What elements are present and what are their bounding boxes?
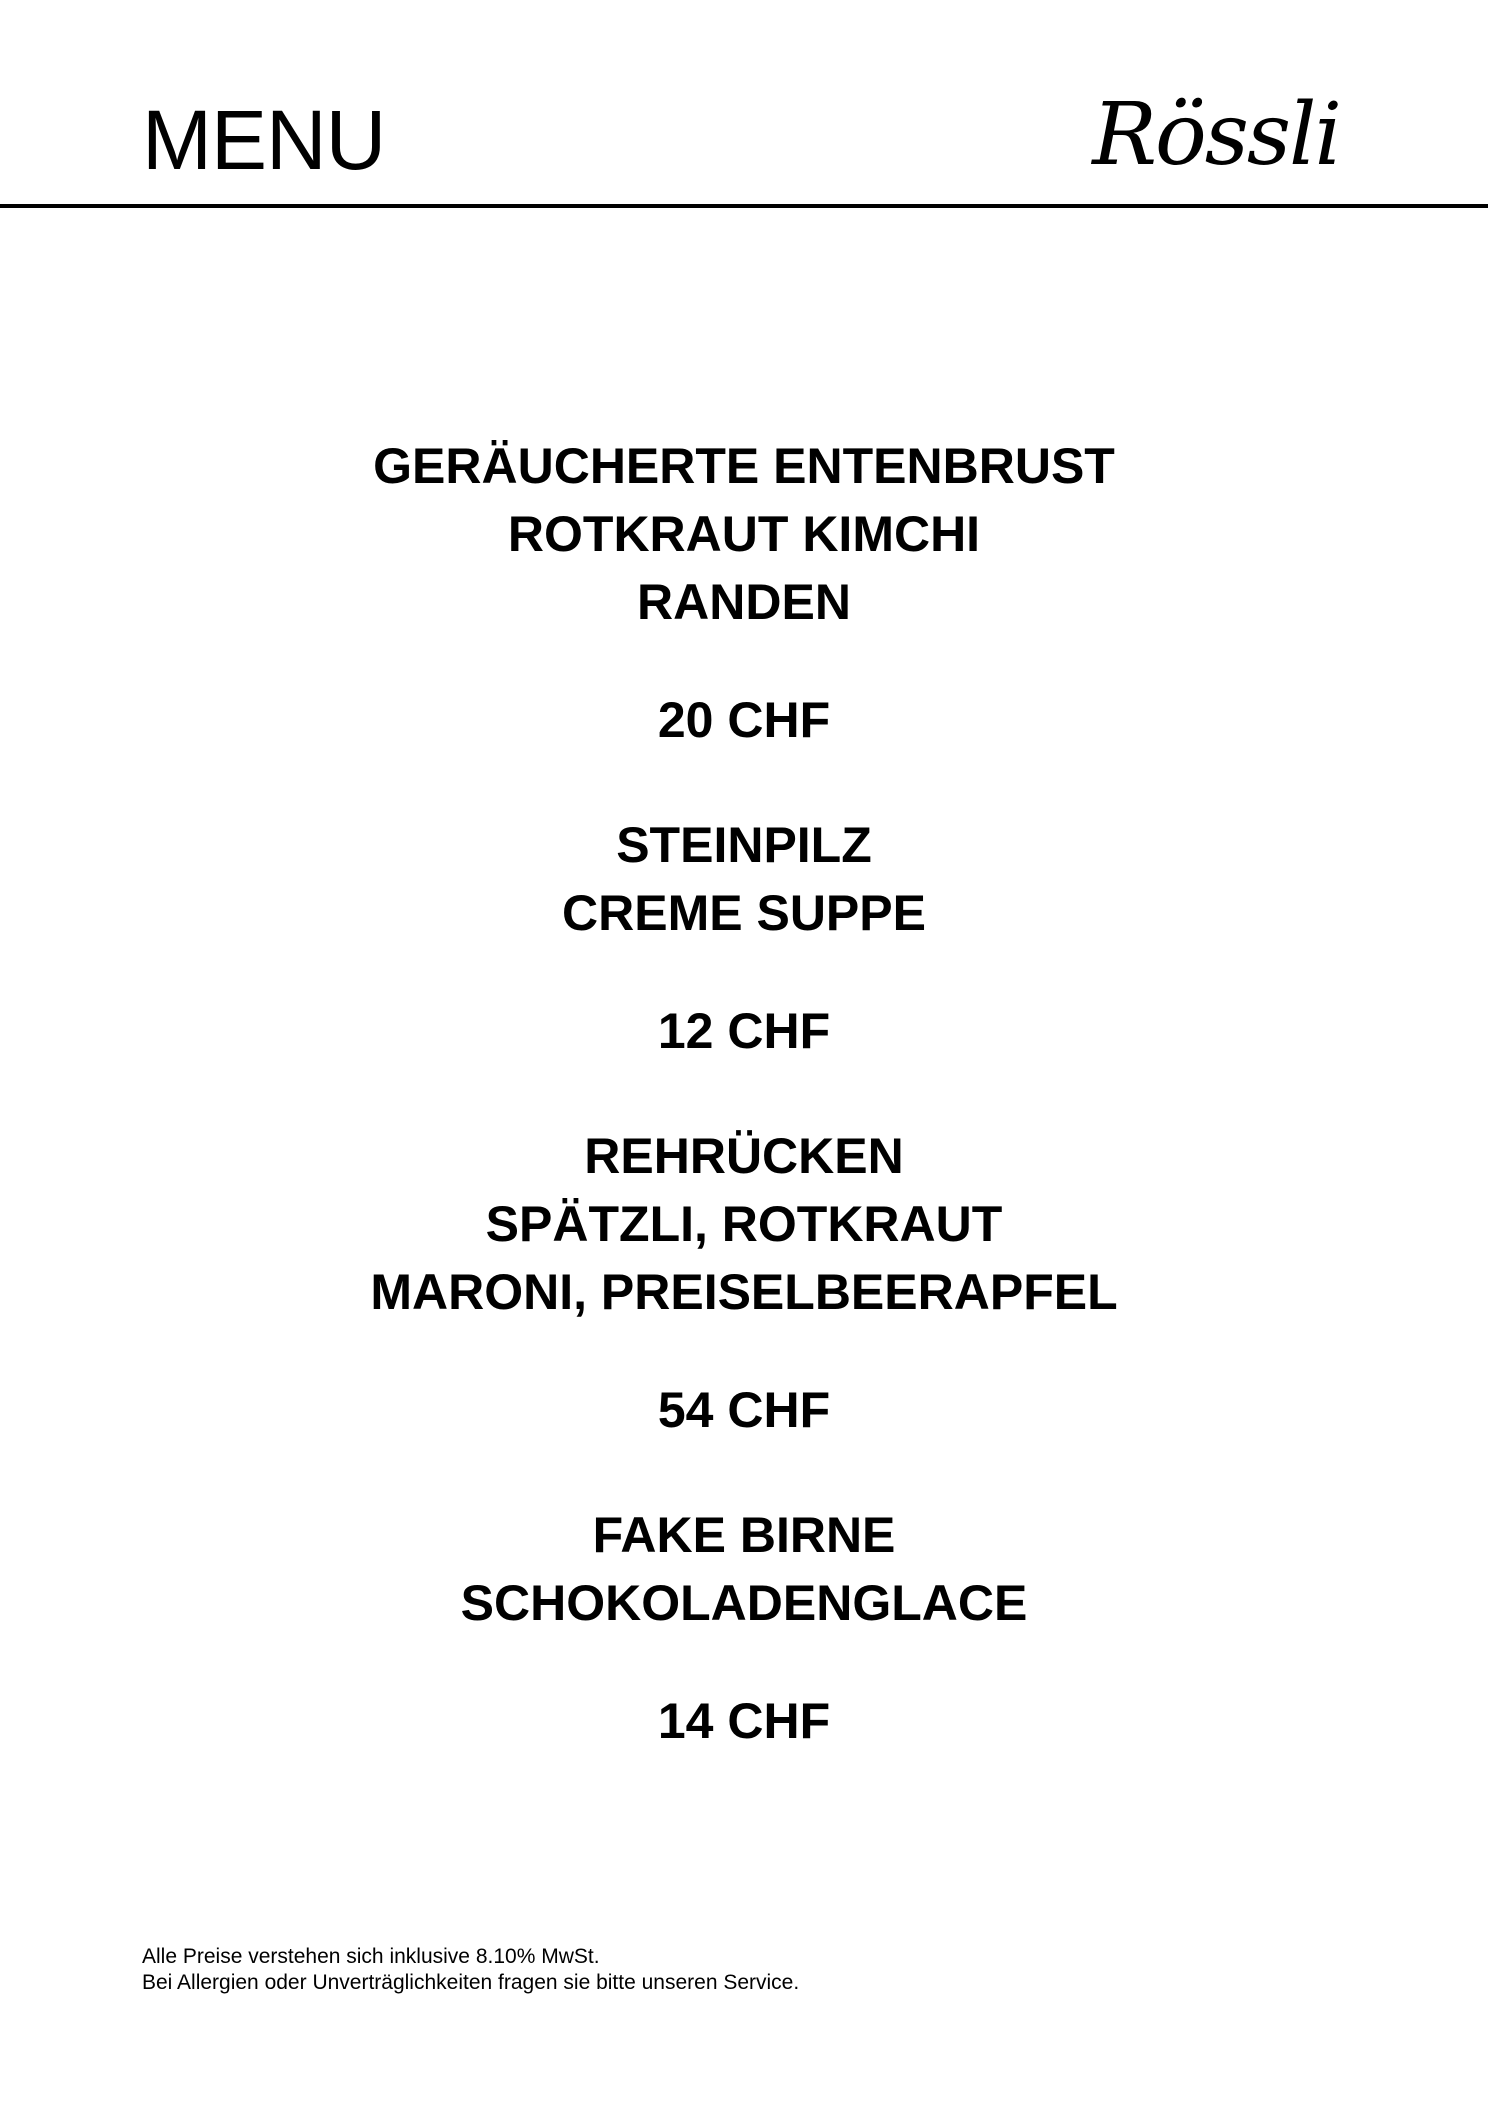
page-header <box>0 0 1488 210</box>
page-footer <box>142 1944 1342 1996</box>
page-title: MENU <box>142 93 386 187</box>
course-line: SPÄTZLI, ROTKRAUT <box>485 1196 1003 1252</box>
allergy-note: Bei Allergien oder Unverträglichkeiten fragen sie bitte unseren Service. <box>142 1971 800 1994</box>
course-description <box>0 1122 1488 1326</box>
vat-note: Alle Preise verstehen sich inklusive 8.10% MwSt. <box>142 1945 600 1968</box>
menu-course-4 <box>0 1501 1488 1755</box>
menu-course-3 <box>0 1122 1488 1444</box>
course-line: REHRÜCKEN <box>584 1128 904 1184</box>
course-description <box>0 432 1488 636</box>
course-line: SCHOKOLADENGLACE <box>460 1575 1028 1631</box>
course-price: 20 CHF <box>657 692 831 748</box>
course-line: MARONI, PREISELBEERAPFEL <box>370 1264 1118 1320</box>
course-line: RANDEN <box>637 574 851 630</box>
menu-course-1 <box>0 432 1488 754</box>
course-description <box>0 811 1488 947</box>
course-price: 14 CHF <box>657 1693 831 1749</box>
menu-course-2 <box>0 811 1488 1065</box>
course-description <box>0 1501 1488 1637</box>
menu-list <box>0 432 1488 1812</box>
course-line: STEINPILZ <box>616 817 872 873</box>
course-line: ROTKRAUT KIMCHI <box>507 506 981 562</box>
course-line: GERÄUCHERTE ENTENBRUST <box>373 438 1115 494</box>
header-divider <box>0 204 1488 208</box>
course-price: 12 CHF <box>657 1003 831 1059</box>
course-price: 54 CHF <box>657 1382 831 1438</box>
course-line: CREME SUPPE <box>562 885 926 941</box>
brand-logo: Rössli <box>1092 85 1340 185</box>
course-line: FAKE BIRNE <box>592 1507 896 1563</box>
